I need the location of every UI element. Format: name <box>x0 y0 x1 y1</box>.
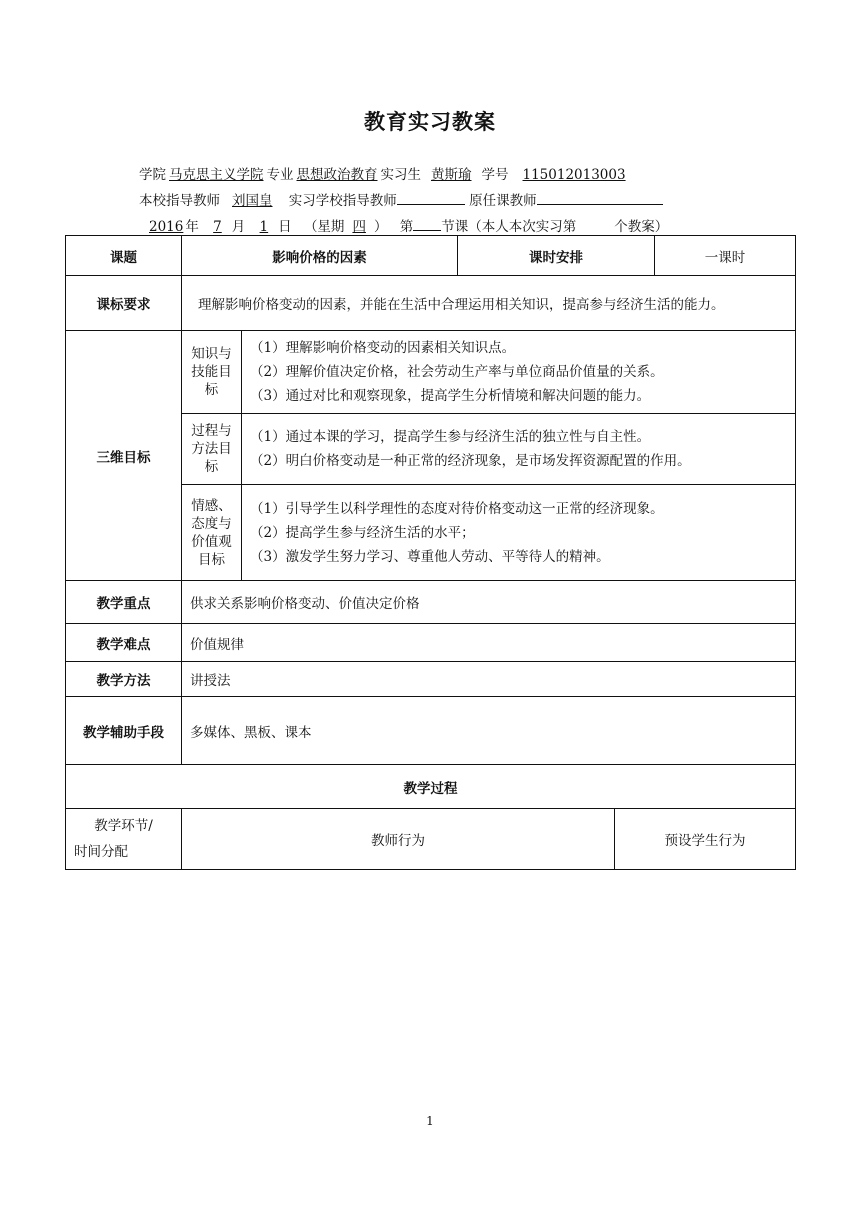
major-value: 思想政治教育 <box>296 167 378 183</box>
method-label: 教学方法 <box>66 662 182 697</box>
original-teacher-blank <box>537 192 663 205</box>
month-value: 7 <box>213 219 222 235</box>
weekday-suffix: ） <box>373 219 388 235</box>
difficulty-row <box>66 624 796 662</box>
goal-items-knowledge <box>242 331 796 414</box>
process-columns-row <box>66 809 796 870</box>
day-value: 1 <box>259 219 269 235</box>
method-row <box>66 662 796 697</box>
goal-items-emotion <box>242 485 796 581</box>
lesson-plan-table <box>65 235 796 870</box>
topic-value: 影响价格的因素 <box>182 236 458 276</box>
difficulty-value: 价值规律 <box>182 624 796 662</box>
intern-label: 实习生 <box>380 167 421 183</box>
plan-suffix: 个教案） <box>614 219 669 235</box>
weekday-value: 四 <box>352 219 366 235</box>
goal-item: （2）明白价格变动是一种正常的经济现象，是市场发挥资源配置的作用。 <box>250 453 691 469</box>
period-suffix: 节课（本人本次实习第 <box>441 219 577 235</box>
document-title: 教育实习教案 <box>364 110 496 134</box>
method-value: 讲授法 <box>182 662 796 697</box>
difficulty-label: 教学难点 <box>66 624 182 662</box>
goal-item: （1）通过本课的学习，提高学生参与经济生活的独立性与自主性。 <box>250 429 651 445</box>
aids-row <box>66 697 796 765</box>
standard-row <box>66 276 796 331</box>
college-value: 马克思主义学院 <box>169 167 264 183</box>
stage-label <box>66 809 182 870</box>
student-id-label: 学号 <box>481 167 509 183</box>
period-prefix: 第 <box>399 219 414 235</box>
year-value: 2016 <box>149 219 184 235</box>
standard-label: 课标要求 <box>66 276 182 331</box>
college-label: 学院 <box>139 167 166 183</box>
header-row-college <box>139 163 640 183</box>
student-id-value: 115012013003 <box>522 167 626 183</box>
major-label: 专业 <box>266 167 294 183</box>
standard-value: 理解影响价格变动的因素，并能在生活中合理运用相关知识，提高参与经济生活的能力。 <box>182 276 796 331</box>
key-point-label: 教学重点 <box>66 581 182 624</box>
page-number: 1 <box>426 1114 434 1128</box>
goal-item: （3）通过对比和观察现象，提高学生分析情境和解决问题的能力。 <box>250 388 651 404</box>
stage-label-line-2: 时间分配 <box>74 844 128 860</box>
goal-item: （3）激发学生努力学习、尊重他人劳动、平等待人的精神。 <box>250 548 610 565</box>
teacher-behavior-label: 教师行为 <box>182 809 615 870</box>
schedule-value: 一课时 <box>655 236 796 276</box>
student-behavior-label: 预设学生行为 <box>615 809 796 870</box>
header-row-date <box>139 215 668 235</box>
original-teacher-label: 原任课教师 <box>469 193 537 209</box>
goal-item: （1）理解影响价格变动的因素相关知识点。 <box>250 340 516 356</box>
goal-row-knowledge <box>66 331 796 414</box>
year-label: 年 <box>185 219 199 235</box>
process-label: 教学过程 <box>66 765 796 809</box>
period-blank <box>413 218 441 231</box>
intern-value: 黄斯瑜 <box>431 167 472 183</box>
advisor-value: 刘国皇 <box>232 193 273 209</box>
goal-item: （1）引导学生以科学理性的态度对待价格变动这一正常的经济现象。 <box>250 500 664 517</box>
header-row-advisors <box>139 189 663 209</box>
aids-value: 多媒体、黑板、课本 <box>182 697 796 765</box>
weekday-prefix: （星期 <box>303 219 345 235</box>
school-advisor-label: 实习学校指导教师 <box>288 193 397 209</box>
topic-label: 课题 <box>66 236 182 276</box>
month-label: 月 <box>231 219 246 235</box>
goal-items-process <box>242 414 796 485</box>
goal-item: （2）理解价值决定价格，社会劳动生产率与单位商品价值量的关系。 <box>250 364 664 380</box>
school-advisor-blank <box>397 192 465 205</box>
key-point-row <box>66 581 796 624</box>
topic-row <box>66 236 796 276</box>
goal-label-emotion: 情感、态度与价值观目标 <box>182 485 242 581</box>
stage-label-line-1: 教学环节/ <box>94 818 153 834</box>
day-label: 日 <box>278 219 292 235</box>
advisor-label: 本校指导教师 <box>139 193 220 209</box>
goal-label-process: 过程与方法目标 <box>182 414 242 485</box>
goal-label-knowledge: 知识与技能目标 <box>182 331 242 414</box>
goals-label: 三维目标 <box>66 331 182 581</box>
schedule-label: 课时安排 <box>458 236 655 276</box>
goal-item: （2）提高学生参与经济生活的水平； <box>250 524 475 541</box>
key-point-value: 供求关系影响价格变动、价值决定价格 <box>182 581 796 624</box>
aids-label: 教学辅助手段 <box>66 697 182 765</box>
process-header-row <box>66 765 796 809</box>
